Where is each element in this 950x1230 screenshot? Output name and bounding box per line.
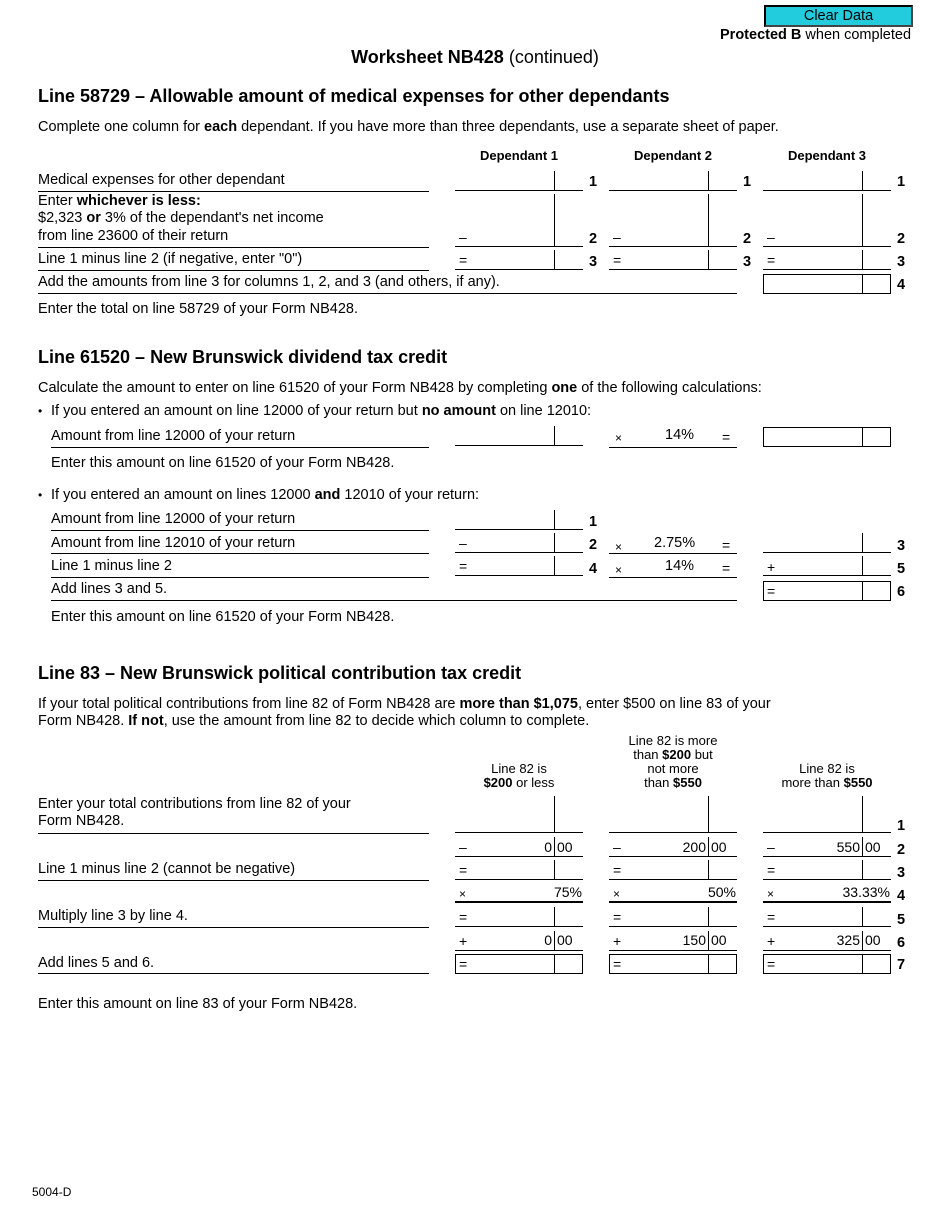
dep2-line3-field[interactable]: [609, 250, 737, 270]
row-medical-expenses-label: Medical expenses for other dependant: [38, 172, 285, 188]
b2-times-1: ×: [615, 540, 623, 554]
c1-line3-field[interactable]: [455, 860, 583, 880]
c1-equals-5: =: [459, 909, 468, 925]
c1-plus: +: [459, 933, 468, 949]
b2-plus: +: [767, 559, 776, 575]
bullet-1: • If you entered an amount on line 12000 of your return but no amount on line 12010:: [38, 403, 592, 419]
dep2-line-num-1: 1: [743, 174, 752, 190]
b2-line5-field[interactable]: [763, 556, 891, 576]
s3-line-num-1: 1: [897, 818, 906, 834]
b2-row1-label: Amount from line 12000 of your return: [51, 511, 296, 527]
b2-line-num-6: 6: [897, 584, 906, 600]
b1-amount-field[interactable]: [455, 426, 583, 446]
c1-line5-field[interactable]: [455, 907, 583, 927]
s3-row7-label: Add lines 5 and 6.: [38, 955, 155, 971]
c3-line6-dollars: 325: [836, 932, 860, 948]
b2-line-num-3: 3: [897, 538, 906, 554]
section-83-intro-1: If your total political contributions from line 82 of Form NB428 are more than $1,075, enter $500 on line 83 of your: [38, 696, 771, 712]
dep2-line-num-2: 2: [743, 231, 752, 247]
dep1-line2-field[interactable]: [455, 194, 583, 247]
total-58729-box[interactable]: [763, 274, 891, 294]
c3-equals-7: =: [767, 956, 776, 972]
b2-line3-field[interactable]: [763, 533, 891, 553]
dep1-minus: –: [459, 229, 467, 245]
b2-line4-field[interactable]: [455, 556, 583, 576]
dep3-equals: =: [767, 252, 776, 268]
b2-equals-result: =: [767, 583, 776, 599]
s3-line-num-3: 3: [897, 865, 906, 881]
c3-times: ×: [767, 887, 775, 901]
dep3-line2-field[interactable]: [763, 194, 891, 247]
s3-line-num-7: 7: [897, 957, 906, 973]
dep3-minus: –: [767, 229, 775, 245]
page-title: [0, 47, 950, 68]
c2-line5-field[interactable]: [609, 907, 737, 927]
c1-line1-field[interactable]: [455, 796, 583, 833]
b2-times-2: ×: [615, 563, 623, 577]
s3-line-num-4: 4: [897, 888, 906, 904]
b2-footer: Enter this amount on line 61520 of your Form NB428.: [51, 609, 395, 625]
b2-line-num-5: 5: [897, 561, 906, 577]
c2-equals-5: =: [613, 909, 622, 925]
b1-result-box[interactable]: [763, 427, 891, 447]
s3-row1-label-2: Form NB428.: [38, 813, 125, 829]
c1-line2-cents: 00: [557, 839, 573, 855]
c2-line3-field[interactable]: [609, 860, 737, 880]
section-61520-intro: Calculate the amount to enter on line 61520 of your Form NB428 by completing one of the following calculations:: [38, 380, 762, 396]
b2-equals-1: =: [722, 537, 731, 553]
row-whichever-less-line2: $2,323 or 3% of the dependant's net income: [38, 210, 324, 226]
b2-rate-14: 14%: [665, 558, 695, 574]
c1-line2-dollars: 0: [544, 839, 552, 855]
c2-equals-7: =: [613, 956, 622, 972]
c2-line6-cents: 00: [711, 932, 727, 948]
b2-equals-2: =: [722, 560, 731, 576]
clear-data-button[interactable]: Clear Data: [764, 5, 913, 27]
col-header-more-than-550: Line 82 is more than $550: [781, 761, 873, 790]
b2-line-num-4: 4: [589, 561, 598, 577]
dep1-line3-field[interactable]: [455, 250, 583, 270]
c3-line5-field[interactable]: [763, 907, 891, 927]
c2-line2-dollars: 200: [682, 839, 706, 855]
c1-rate: 75%: [553, 884, 582, 900]
b1-equals: =: [722, 429, 731, 445]
c3-result-box[interactable]: [763, 954, 891, 974]
c1-equals-3: =: [459, 862, 468, 878]
b2-rate-2-75: 2.75%: [654, 535, 696, 551]
c3-equals-3: =: [767, 862, 776, 878]
b1-footer: Enter this amount on line 61520 of your Form NB428.: [51, 455, 395, 471]
dep1-line-num-2: 2: [589, 231, 598, 247]
c3-line2-cents: 00: [865, 839, 881, 855]
section-61520-heading: Line 61520 – New Brunswick dividend tax credit: [38, 347, 448, 367]
c3-equals-5: =: [767, 909, 776, 925]
section-58729-footer: Enter the total on line 58729 of your Form NB428.: [38, 301, 358, 317]
col-header-200-to-550: Line 82 is more than $200 but not more than $550: [628, 733, 718, 790]
c2-minus: –: [613, 839, 621, 855]
b2-row4-label: Add lines 3 and 5.: [51, 581, 168, 597]
b1-row-label: Amount from line 12000 of your return: [51, 428, 296, 444]
section-83-footer: Enter this amount on line 83 of your Form NB428.: [38, 996, 358, 1012]
section-83-heading: Line 83 – New Brunswick political contribution tax credit: [38, 663, 522, 683]
b1-times: ×: [615, 431, 623, 445]
col-header-200-or-less: Line 82 is $200 or less: [483, 761, 555, 790]
page-title-rest: (continued): [508, 47, 599, 67]
c1-line6-dollars: 0: [544, 932, 552, 948]
section-58729-heading: Line 58729 – Allowable amount of medical expenses for other dependants: [38, 86, 670, 106]
c2-rate: 50%: [707, 884, 736, 900]
dep2-line1-field[interactable]: [609, 171, 737, 191]
dep3-line3-field[interactable]: [763, 250, 891, 270]
row-add-amounts-label: Add the amounts from line 3 for columns 1, 2, and 3 (and others, if any).: [38, 274, 500, 290]
total-58729-line-num: 4: [897, 277, 906, 293]
s3-row5-label: Multiply line 3 by line 4.: [38, 908, 188, 924]
dep3-line-num-1: 1: [897, 174, 906, 190]
b2-row3-label: Line 1 minus line 2: [51, 558, 172, 574]
row-whichever-less-label: Enter whichever is less:: [38, 193, 201, 209]
row-line1-minus-line2-label: Line 1 minus line 2 (if negative, enter "0"): [38, 251, 303, 267]
c3-plus: +: [767, 933, 776, 949]
dep1-equals: =: [459, 252, 468, 268]
dep2-equals: =: [613, 252, 622, 268]
b2-line-num-1: 1: [589, 514, 598, 530]
dep1-line1-field[interactable]: [455, 171, 583, 191]
section-83-intro-2: Form NB428. If not, use the amount from line 82 to decide which column to complete.: [38, 713, 590, 729]
c1-equals-7: =: [459, 956, 468, 972]
b2-equals-left: =: [459, 558, 468, 574]
dep2-line-num-3: 3: [743, 254, 752, 270]
form-code: 5004-D: [32, 1185, 72, 1199]
c2-line2-cents: 00: [711, 839, 727, 855]
dep1-line-num-3: 3: [589, 254, 598, 270]
c3-line6-cents: 00: [865, 932, 881, 948]
b2-line-num-2: 2: [589, 537, 598, 553]
s3-row3-label: Line 1 minus line 2 (cannot be negative): [38, 861, 296, 877]
col-dependant-3: Dependant 3: [787, 148, 866, 163]
c2-line6-dollars: 150: [682, 932, 706, 948]
c3-line3-field[interactable]: [763, 860, 891, 880]
b2-line1-field[interactable]: [455, 510, 583, 530]
c3-line2-dollars: 550: [836, 839, 860, 855]
dep3-line-num-3: 3: [897, 254, 906, 270]
s3-line-num-6: 6: [897, 935, 906, 951]
b2-minus: –: [459, 535, 467, 551]
protected-b-notice: [720, 27, 911, 43]
bullet-2: • If you entered an amount on lines 12000 and 12010 of your return:: [38, 487, 480, 503]
b2-result-box[interactable]: [763, 581, 891, 601]
c2-line1-field[interactable]: [609, 796, 737, 833]
dep3-line-num-2: 2: [897, 231, 906, 247]
b1-rate: 14%: [665, 427, 695, 443]
c2-result-box[interactable]: [609, 954, 737, 974]
c1-minus: –: [459, 839, 467, 855]
when-completed-label: when completed: [805, 27, 912, 43]
c2-plus: +: [613, 933, 622, 949]
dep1-line-num-1: 1: [589, 174, 598, 190]
col-dependant-2: Dependant 2: [633, 148, 712, 163]
c3-rate: 33.33%: [842, 884, 890, 900]
col-dependant-1: Dependant 1: [479, 148, 558, 163]
row-whichever-less-line3: from line 23600 of their return: [38, 228, 229, 244]
b2-line2-field[interactable]: [455, 533, 583, 553]
c1-result-box[interactable]: [455, 954, 583, 974]
c1-line6-cents: 00: [557, 932, 573, 948]
s3-line-num-5: 5: [897, 912, 906, 928]
c3-line1-field[interactable]: [763, 796, 891, 833]
b2-row2-label: Amount from line 12010 of your return: [51, 535, 296, 551]
dep3-line1-field[interactable]: [763, 171, 891, 191]
protected-b-label: Protected B: [720, 27, 802, 43]
c1-times: ×: [459, 887, 467, 901]
dep2-line2-field[interactable]: [609, 194, 737, 247]
section-58729-intro: Complete one column for each dependant. If you have more than three dependants, use a separate sheet of paper.: [38, 119, 779, 135]
s3-row1-label-1: Enter your total contributions from line 82 of your: [38, 796, 351, 812]
page-title-bold: Worksheet NB428: [351, 47, 504, 67]
c2-equals-3: =: [613, 862, 622, 878]
c2-times: ×: [613, 887, 621, 901]
s3-line-num-2: 2: [897, 842, 906, 858]
c3-minus: –: [767, 839, 775, 855]
dep2-minus: –: [613, 229, 621, 245]
